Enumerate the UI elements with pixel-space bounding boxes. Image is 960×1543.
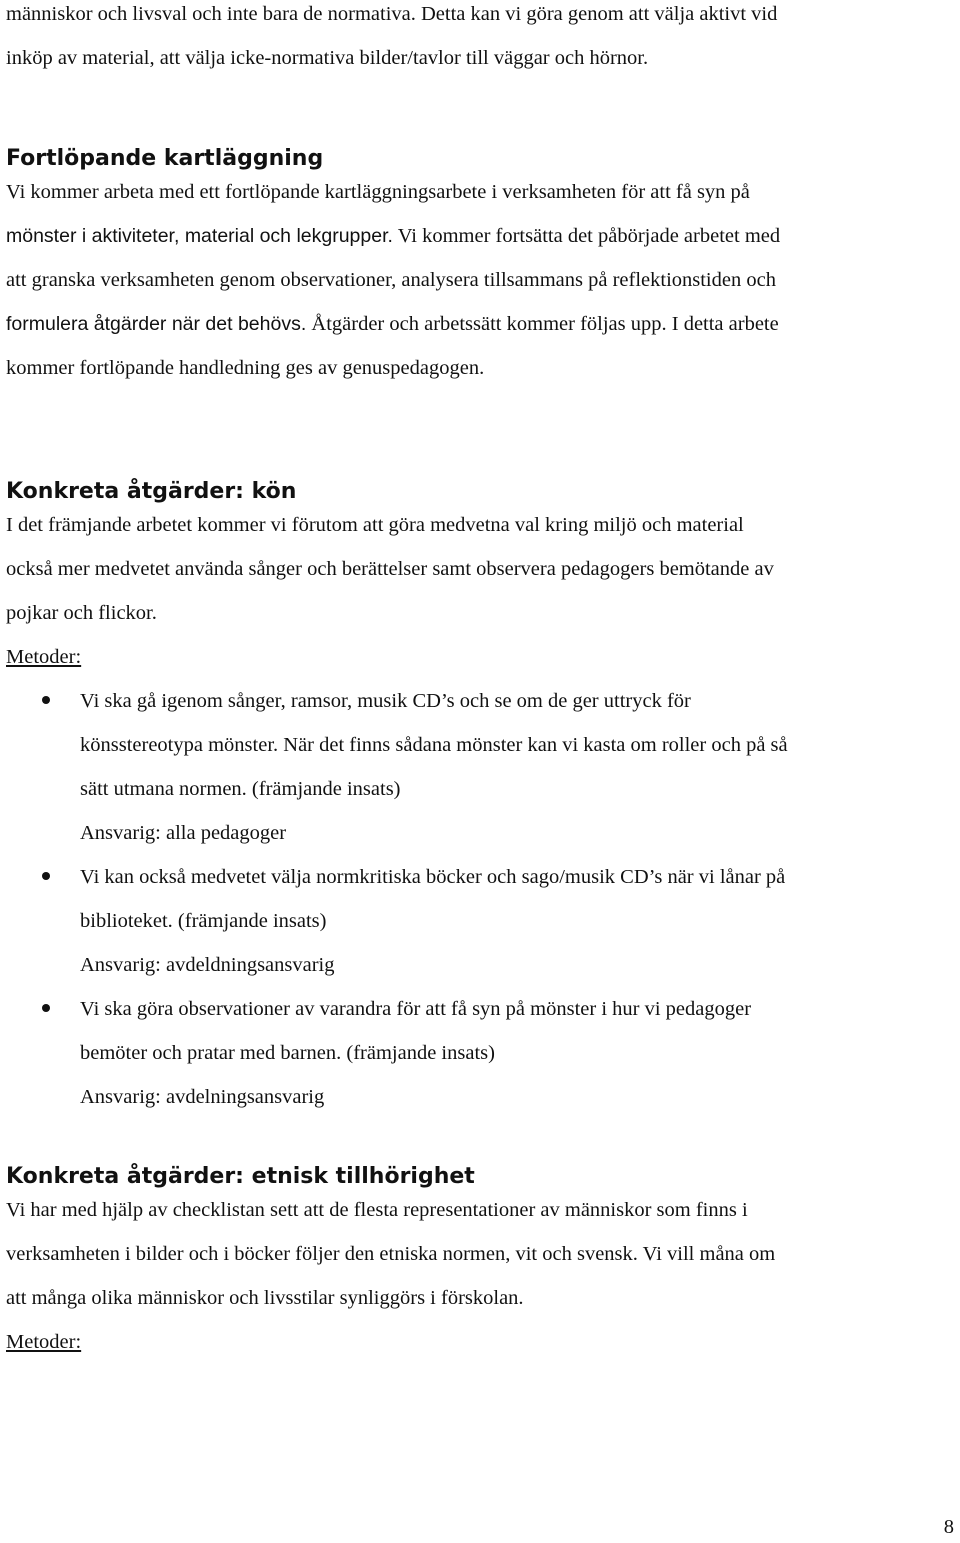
- section-heading: Konkreta åtgärder: kön: [6, 479, 297, 504]
- list-item: [6, 679, 956, 855]
- paragraph-line: också mer medvetet använda sånger och berättelser samt observera pedagogers bemötande av: [6, 558, 774, 580]
- methods-label: Metoder:: [6, 646, 82, 668]
- responsible-line: Ansvarig: avdeldningsansvarig: [80, 954, 335, 976]
- text-run: kommer fortlöpande handledning ges av genuspedagogen.: [6, 357, 485, 379]
- item-line: bemöter och pratar med barnen. (främjande insats): [80, 1042, 495, 1064]
- text-run: formulera åtgärder när det behövs.: [6, 313, 307, 335]
- responsible-line: Ansvarig: alla pedagoger: [80, 822, 287, 844]
- intro-line: människor och livsval och inte bara de normativa. Detta kan vi göra genom att välja aktivt vid: [6, 3, 778, 25]
- paragraph-line: pojkar och flickor.: [6, 602, 157, 624]
- paragraph-line: [6, 214, 956, 258]
- text-run: Vi kommer fortsätta det påbörjade arbetet med: [392, 225, 781, 247]
- responsible-line: Ansvarig: avdelningsansvarig: [80, 1086, 325, 1108]
- section-etnisk: [6, 1162, 956, 1364]
- bullet-icon: [42, 872, 50, 880]
- paragraph-line: [6, 170, 956, 214]
- item-line: biblioteket. (främjande insats): [80, 910, 327, 932]
- methods-list: [6, 679, 956, 1119]
- item-line: Vi kan också medvetet välja normkritiska böcker och sago/musik CD’s när vi lånar på: [80, 866, 786, 888]
- item-line: könsstereotypa mönster. När det finns sådana mönster kan vi kasta om roller och på så: [80, 734, 788, 756]
- item-line: sätt utmana normen. (främjande insats): [80, 778, 401, 800]
- item-line: Vi ska göra observationer av varandra för att få syn på mönster i hur vi pedagoger: [80, 998, 752, 1020]
- paragraph-line: att många olika människor och livsstilar synliggörs i förskolan.: [6, 1287, 524, 1309]
- paragraph-line: [6, 258, 956, 302]
- page-number: 8: [943, 1516, 954, 1538]
- section-heading: Konkreta åtgärder: etnisk tillhörighet: [6, 1164, 475, 1189]
- item-line: Vi ska gå igenom sånger, ramsor, musik CD’s och se om de ger uttryck för: [80, 690, 691, 712]
- intro-paragraph: [6, 0, 956, 80]
- section-heading: Fortlöpande kartläggning: [6, 146, 324, 171]
- list-item: [6, 987, 956, 1119]
- paragraph-line: [6, 346, 956, 390]
- paragraph-line: I det främjande arbetet kommer vi förutom att göra medvetna val kring miljö och material: [6, 514, 744, 536]
- methods-label: Metoder:: [6, 1331, 82, 1353]
- list-item: [6, 855, 956, 987]
- section-paragraph: [6, 503, 956, 635]
- section-kartlaggning: [6, 144, 956, 390]
- paragraph-line: verksamheten i bilder och i böcker följer den etniska normen, vit och svensk. Vi vill måna om: [6, 1243, 776, 1265]
- paragraph-line: Vi har med hjälp av checklistan sett att de flesta representationer av människor som finns i: [6, 1199, 748, 1221]
- section-kon: [6, 477, 956, 1119]
- bullet-icon: [42, 1004, 50, 1012]
- text-run: Åtgärder och arbetssätt kommer följas upp. I detta arbete: [306, 313, 779, 335]
- text-run: mönster i aktiviteter, material och lekgrupper.: [6, 225, 393, 247]
- bullet-icon: [42, 696, 50, 704]
- intro-line: inköp av material, att välja icke-normativa bilder/tavlor till väggar och hörnor.: [6, 47, 649, 69]
- paragraph-line: [6, 302, 956, 346]
- section-paragraph: [6, 1188, 956, 1320]
- text-run: Vi kommer arbeta med ett fortlöpande kartläggningsarbete i verksamheten för att få syn på: [6, 181, 750, 203]
- text-run: att granska verksamheten genom observationer, analysera tillsammans på reflektionstiden och: [6, 269, 776, 291]
